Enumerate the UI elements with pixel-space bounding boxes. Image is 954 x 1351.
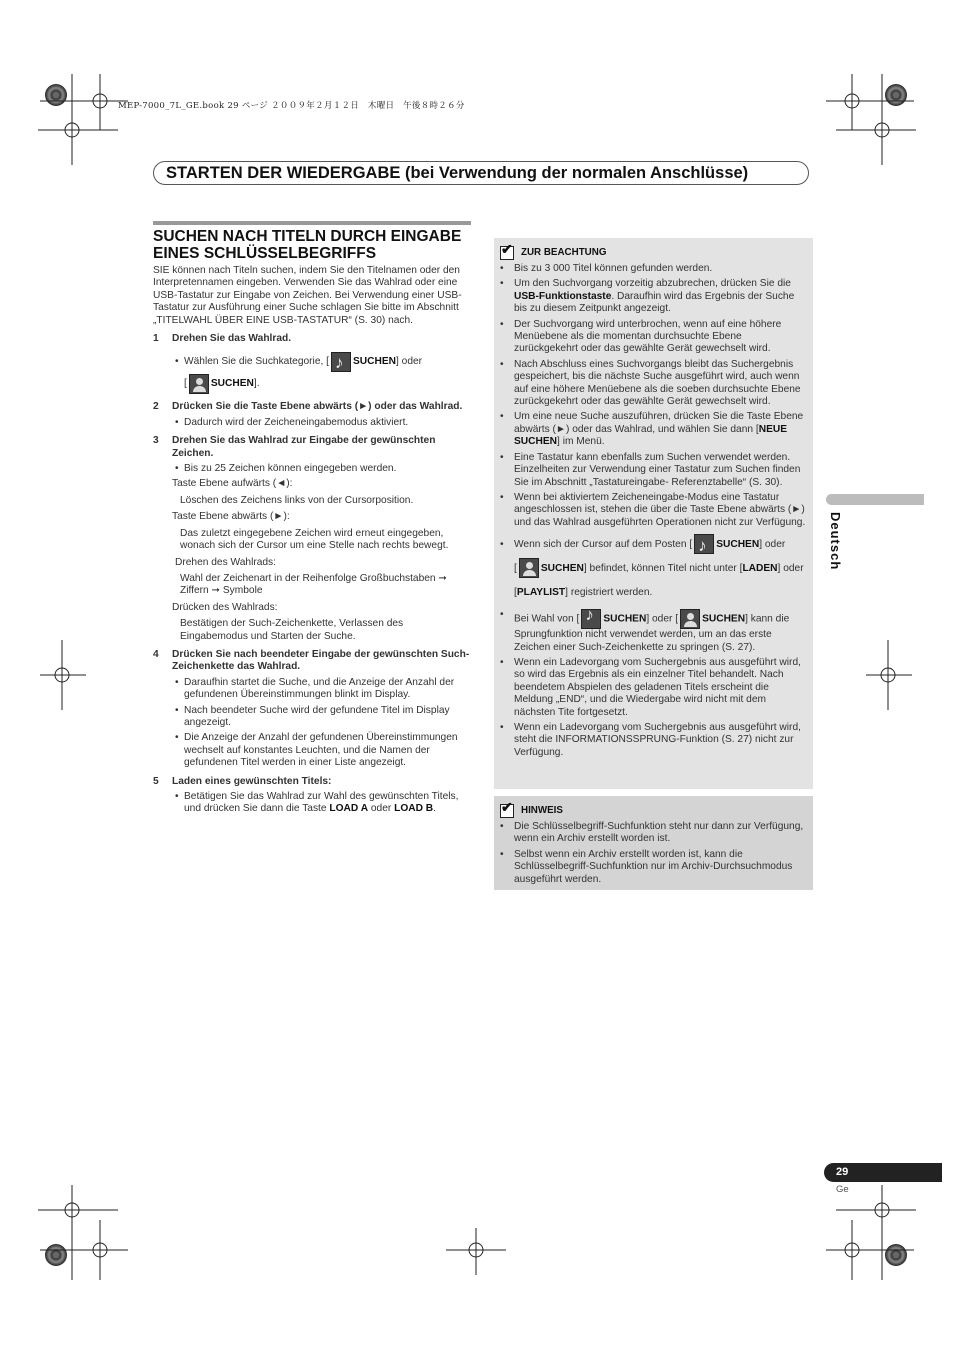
left-column	[153, 265, 471, 819]
music-note-icon	[581, 609, 601, 629]
step-3-label-3: Drehen des Wahlrads:	[175, 556, 276, 568]
chapter-title: STARTEN DER WIEDERGABE (bei Verwendung der normalen Anschlüsse)	[166, 163, 749, 182]
note-item: • Um eine neue Suche auszuführen, drücken Sie die Taste Ebene abwärts (►) oder das Wahlrad, und wählen Sie dann [NEUE SUCHEN] im Menü.	[500, 411, 804, 448]
language-label: Deutsch	[828, 512, 843, 571]
step-3-desc-4: Bestätigen der Such-Zeichenkette, Verlassen des Eingabemodus und Starten der Suche.	[180, 618, 404, 642]
note-item: • Wenn sich der Cursor auf dem Posten [♪ SUCHEN] oder [ SUCHEN] befindet, können Titel nicht unter [LADEN] oder [PLAYLIST] registriert werden.	[500, 533, 807, 605]
step-4: 4 Drücken Sie nach beendeter Eingabe der gewünschten Such-Zeichenkette das Wahlrad.	[153, 648, 470, 673]
step-3: 3 Drehen Sie das Wahlrad zur Eingabe der gewünschten Zeichen.	[153, 435, 436, 459]
note-item: • Der Suchvorgang wird unterbrochen, wenn auf eine höhere Menüebene als die momentan durchsuchte Ebene zurückgekehrt oder das gewählte Gerät gewechselt wird.	[500, 318, 782, 355]
note-item: • Um den Suchvorgang vorzeitig abzubrechen, drücken Sie die USB-Funktionstaste. Daraufhin wird das Ergebnis der Suche bis zu diesem Zeitpunkt angezeigt.	[500, 278, 795, 315]
note-item: • Wenn bei aktiviertem Zeicheneingabe-Modus eine Tastatur angeschlossen ist, stehen die über die Taste Ebene abwärts (►) und das Wahlrad ausgeführten Operationen nicht zur Verfügung.	[500, 491, 806, 528]
print-header: MEP-7000_7L_GE.book 29 ページ ２００９年２月１２日 木曜日 午後８時２６分	[118, 101, 465, 111]
note-box	[494, 238, 813, 789]
step-3-label-2: Taste Ebene abwärts (►):	[172, 511, 290, 523]
note-item: • Bei Wahl von [♪ SUCHEN] oder [ SUCHEN] kann die Sprungfunktion nicht verwendet werden, um an das erste Zeichen einer Such-Zeichenkette zu springen (S. 27).	[500, 609, 807, 654]
step-3-desc-3: Wahl der Zeichenart in der Reihenfolge Großbuchstaben ➞ Ziffern ➞ Symbole	[180, 572, 447, 597]
step-1-bullet: • Wählen Sie die Suchkategorie, [♪ SUCHEN] oder [ SUCHEN].	[153, 351, 471, 395]
note-item: • Eine Tastatur kann ebenfalls zum Suchen verwendet werden. Einzelheiten zur Verwendung einer Tastatur zum Suchen finden Sie im Abschnitt „Tastatureingabe- Referenztabelle“ (S. 30).	[500, 451, 801, 488]
step-2-bullet: • Dadurch wird der Zeicheneingabemodus aktiviert.	[175, 416, 409, 428]
step-4-bullet-2: • Nach beendeter Suche wird der gefundene Titel im Display angezeigt.	[175, 704, 450, 728]
step-1: 1 Drehen Sie das Wahlrad.	[153, 333, 292, 345]
step-4-bullet-3: • Die Anzeige der Anzahl der gefundenen Übereinstimmungen wechselt auf konstantes Leuchten, und die Namen der gefundenen Titel werden in einer Liste angezeigt.	[175, 732, 458, 769]
note-item: • Bis zu 3 000 Titel können gefunden werden.	[500, 263, 713, 274]
language-tab	[826, 494, 924, 505]
step-5: 5 Laden eines gewünschten Titels:	[153, 775, 332, 787]
hint-heading: HINWEIS	[521, 804, 563, 816]
hint-item: • Selbst wenn ein Archiv erstellt worden ist, kann die Schlüsselbegriff-Suchfunktion nur im Archiv-Durchsuchmodus ausgeführt werden.	[500, 848, 793, 885]
hint-item: • Die Schlüsselbegriff-Suchfunktion steht nur dann zur Verfügung, wenn ein Archiv erstellt worden ist.	[500, 821, 804, 845]
checkmark-icon	[500, 804, 514, 818]
note-item: • Wenn ein Ladevorgang vom Suchergebnis aus ausgeführt wird, steht die INFORMATIONSSPRUNG-Funktion (S. 27) nicht zur Verfügung.	[500, 721, 801, 758]
step-4-bullet-1: • Daraufhin startet die Suche, und die Anzeige der Anzahl der gefundenen Übereinstimmungen blinkt im Display.	[175, 676, 455, 701]
page-number: 29	[824, 1163, 942, 1182]
step-3-desc-1: Löschen des Zeichens links von der Cursorposition.	[180, 494, 414, 506]
person-icon	[680, 609, 700, 629]
intro-paragraph: SIE können nach Titeln suchen, indem Sie den Titelnamen oder den Interpretennamen eingeben. Verwenden Sie das Wahlrad oder eine USB-Tastatur zur Eingabe von Zeichen. Bei Verwendung einer USB-Tastatur zur Ausführung einer Suche schlagen Sie bitte im Abschnitt „TITELWAHL ÜBER EINE USB-TASTATUR“ (S. 30) nach.	[153, 265, 462, 326]
step-5-bullet: • Betätigen Sie das Wahlrad zur Wahl des gewünschten Titels, und drücken Sie dann die Taste LOAD A oder LOAD B.	[175, 791, 459, 815]
step-3-label-1: Taste Ebene aufwärts (◄):	[172, 478, 293, 490]
step-3-desc-2: Das zuletzt eingegebene Zeichen wird erneut eingegeben, wonach sich der Cursor um eine Stelle nach rechts bewegt.	[180, 527, 449, 552]
hint-box	[494, 796, 813, 890]
section-rule	[153, 221, 471, 225]
music-note-icon	[694, 534, 714, 554]
note-item: • Wenn ein Ladevorgang vom Suchergebnis aus ausgeführt wird, so wird das Ergebnis als ein einzelner Titel behandelt. Nach beendetem Abspielen des geladenen Titels erscheint die Meldung „END“, und die Wiedergabe wird nicht mit dem nächsten Tite fortgesetzt.	[500, 656, 801, 718]
chapter-title-box	[153, 161, 809, 185]
note-item: • Nach Abschluss eines Suchvorgangs bleibt das Suchergebnis gespeichert, bis die nächste Suche ausgeführt wird, auch wenn auf eine höhere Menüebene als die soeben durchsuchte Ebene zurückgekehrt oder das gewählte Gerät gewechselt wird.	[500, 358, 801, 408]
step-2: 2 Drücken Sie die Taste Ebene abwärts (►) oder das Wahlrad.	[153, 401, 463, 413]
person-icon	[519, 558, 539, 578]
checkmark-icon	[500, 246, 514, 260]
page-language: Ge	[836, 1184, 849, 1195]
step-3-bullet: • Bis zu 25 Zeichen können eingegeben werden.	[175, 463, 397, 475]
step-3-label-4: Drücken des Wahlrads:	[172, 601, 278, 613]
music-note-icon	[331, 352, 351, 372]
note-heading: ZUR BEACHTUNG	[521, 246, 607, 258]
person-icon	[189, 374, 209, 394]
section-title: SUCHEN NACH TITELN DURCH EINGABE EINES SCHLÜSSELBEGRIFFS	[153, 228, 462, 262]
